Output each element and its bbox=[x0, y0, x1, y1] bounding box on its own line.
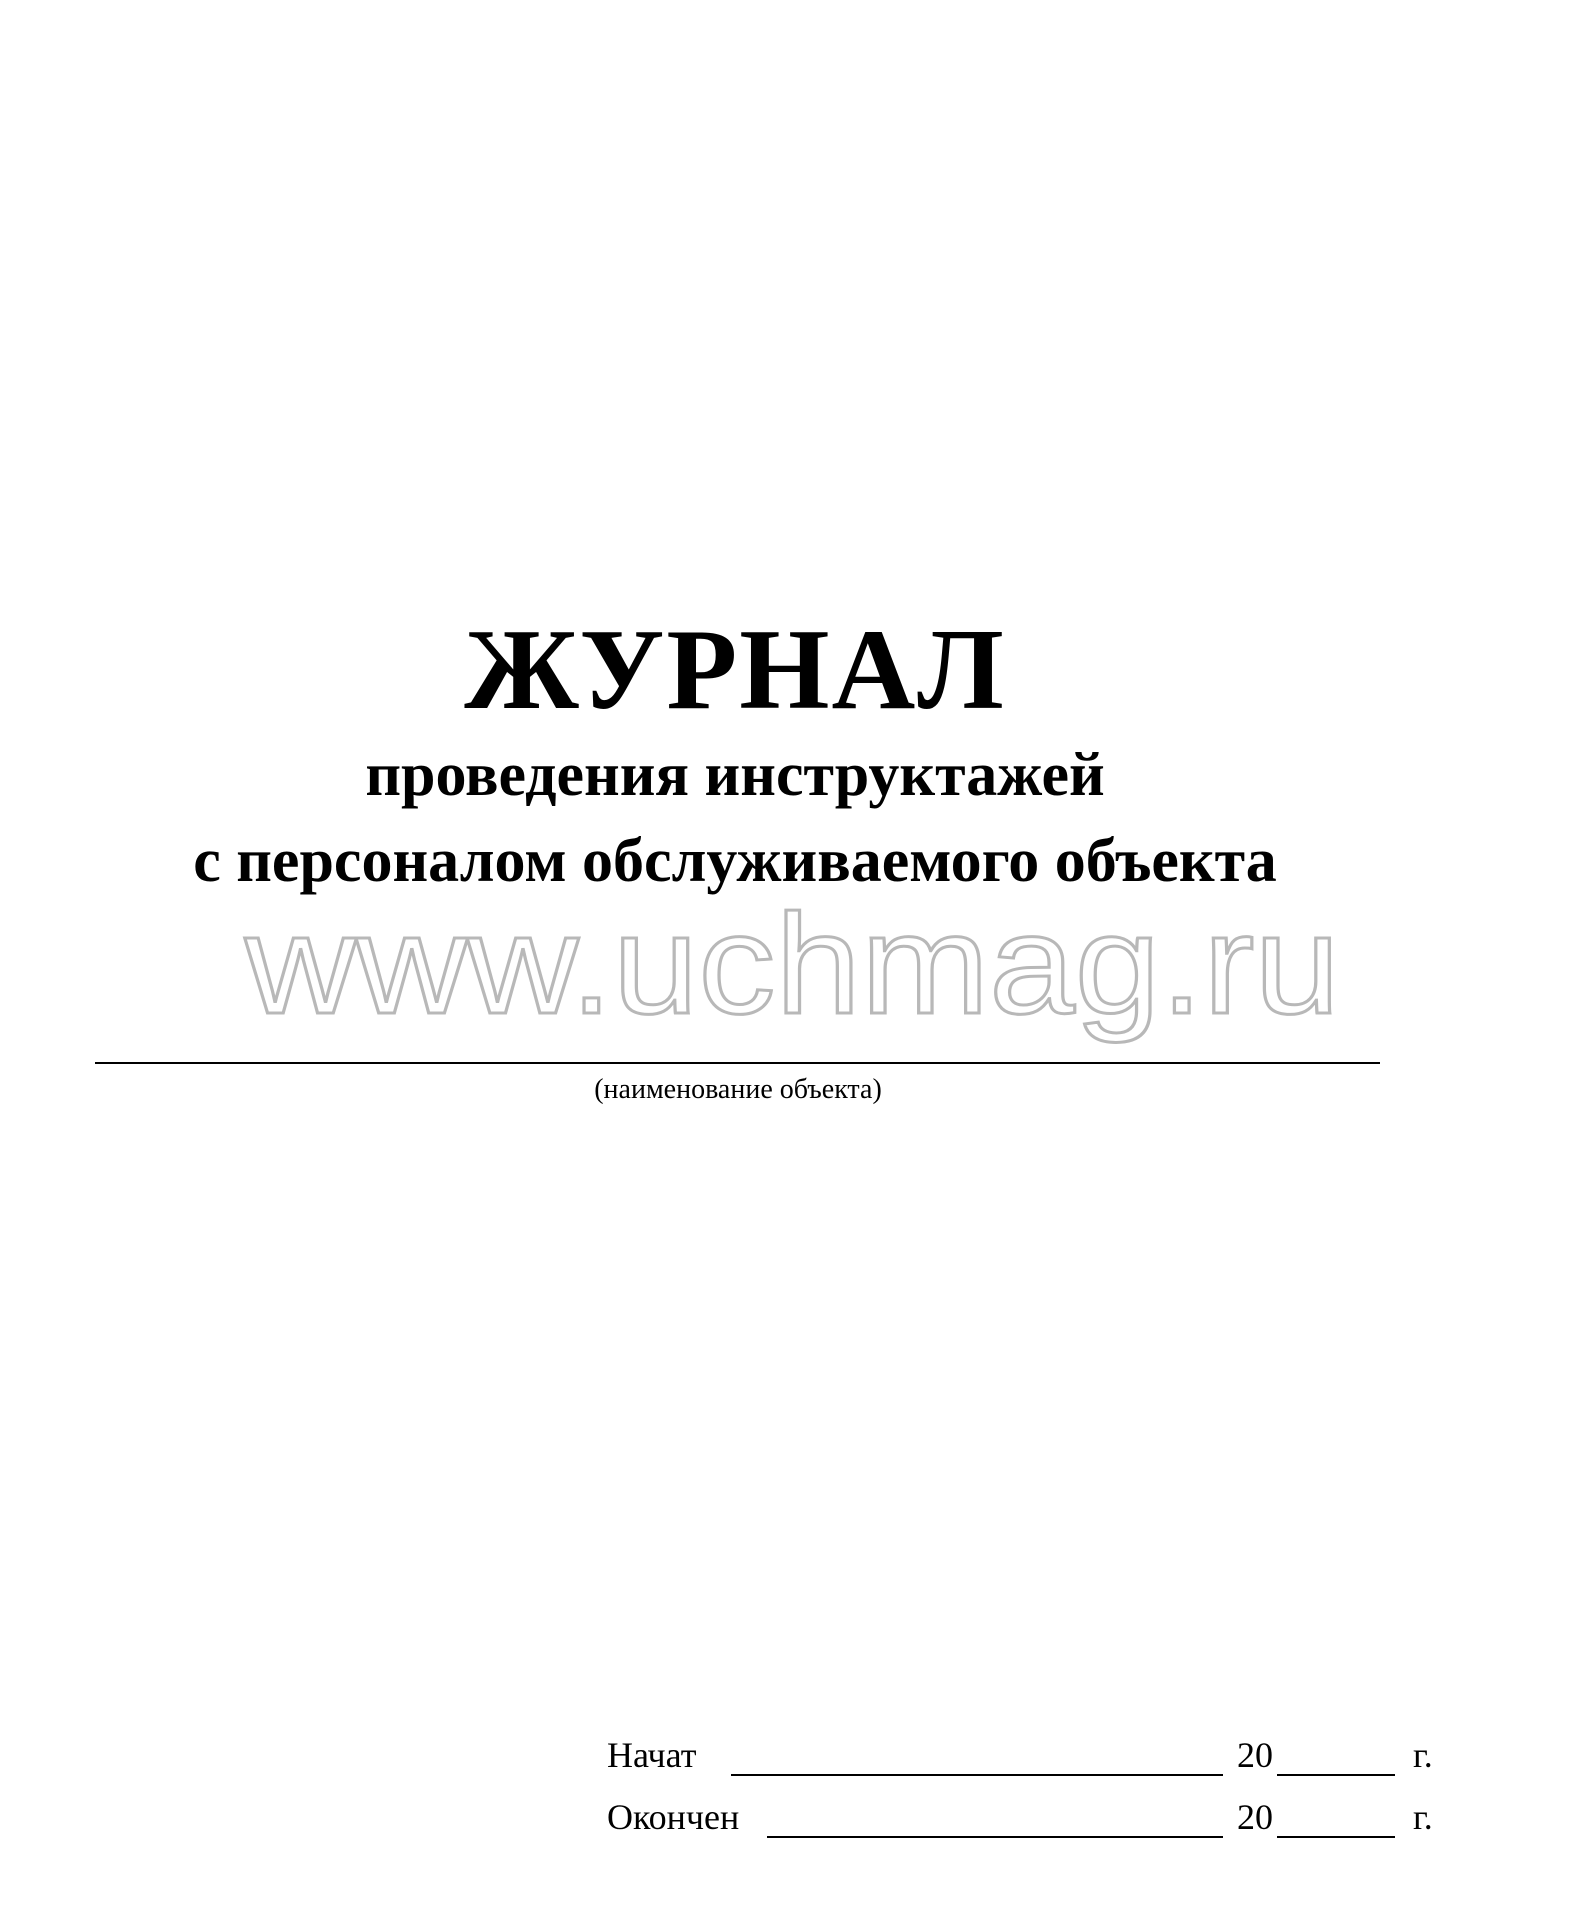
watermark-text: www.uchmag.ru bbox=[243, 885, 1340, 1044]
object-name-caption: (наименование объекта) bbox=[594, 1074, 882, 1105]
document-subtitle-line-2: с персоналом обслуживаемого объекта bbox=[193, 827, 1277, 895]
finished-year-prefix: 20 bbox=[1237, 1797, 1273, 1837]
finished-year-blank bbox=[1277, 1836, 1395, 1838]
finished-label: Окончен bbox=[607, 1797, 740, 1837]
started-year-prefix: 20 bbox=[1237, 1735, 1273, 1775]
started-year-suffix: г. bbox=[1413, 1735, 1433, 1775]
object-name-line bbox=[95, 1062, 1380, 1064]
document-subtitle-line-1: проведения инструктажей bbox=[365, 741, 1105, 809]
started-date-blank bbox=[731, 1774, 1223, 1776]
watermark-logo bbox=[243, 885, 1345, 1055]
started-label: Начат bbox=[607, 1735, 697, 1775]
finished-year-suffix: г. bbox=[1413, 1797, 1433, 1837]
finished-date-blank bbox=[767, 1836, 1223, 1838]
document-title: ЖУРНАЛ bbox=[464, 606, 1006, 734]
started-year-blank bbox=[1277, 1774, 1395, 1776]
